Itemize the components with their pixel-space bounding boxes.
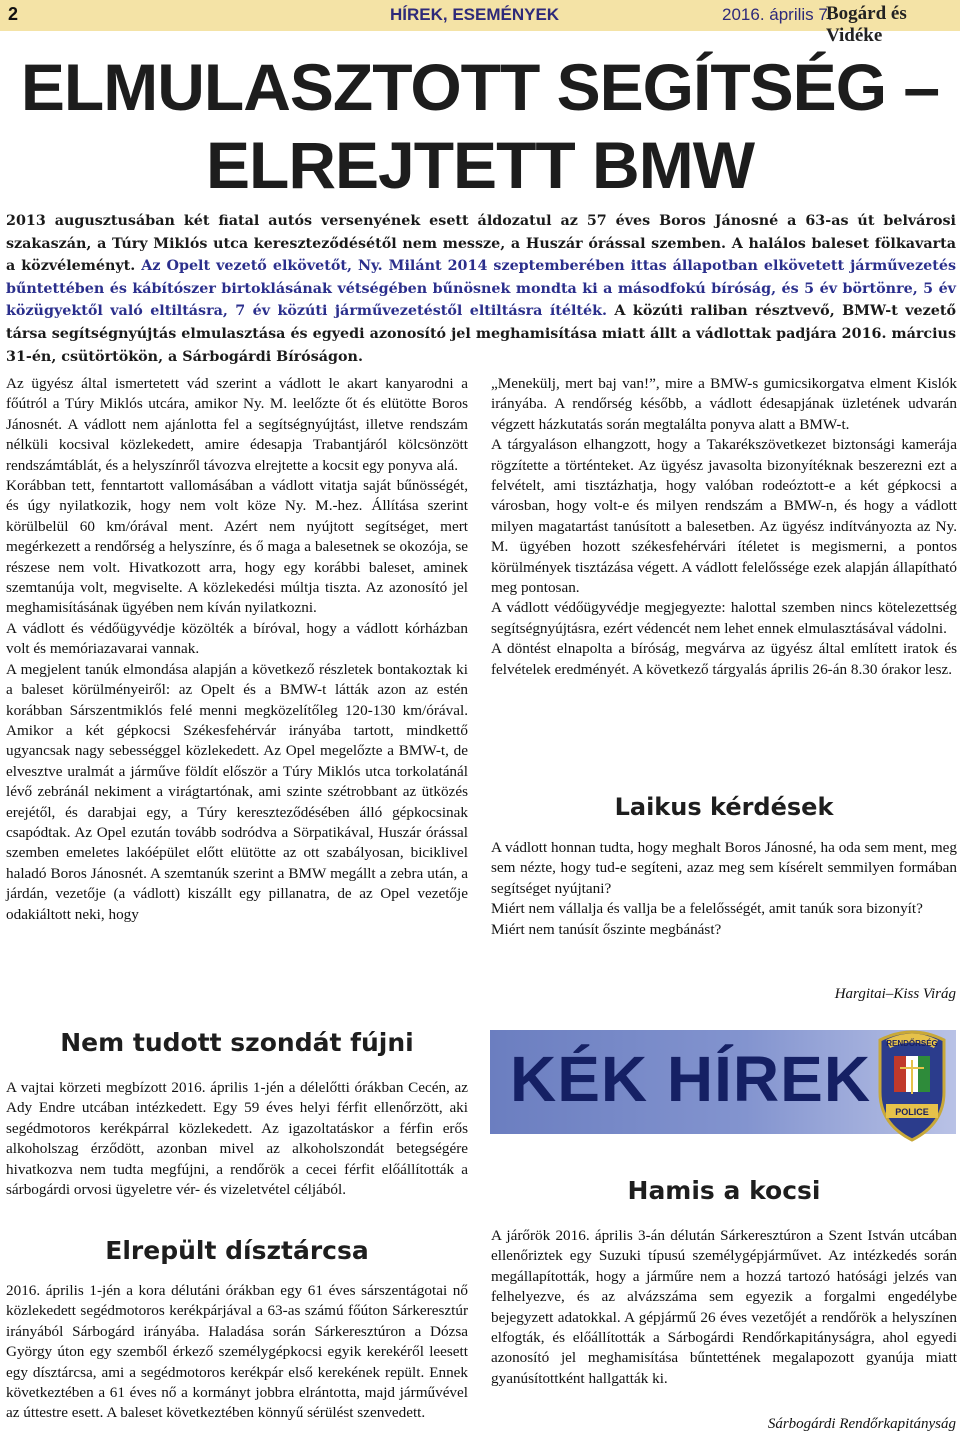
left-paragraph: Korábban tett, fenntartott vallomásában a vádlott vitatja saját bűnösségét, és úgy nyilatkozik, hogy nem volt köze Ny. M.-hez. Állítása szerint körülbelül 60 km/órával ment. Azért nem nyújtott segítséget, mert megérkezett a rendőrség a helyszínre, és ő maga a balesetnek se okozója, se részese nem volt. Hivatkozott arra, hogy egy korábbi baleset, aminek szemtanúja volt, megviselte. A közlekedési múltja tiszta. Az azonosító jel meghamisításának ügyében nem kíván nyilatkozni. bbox=[6, 477, 468, 617]
box2-title: Elrepült dísztárcsa bbox=[105, 1236, 369, 1265]
left-column bbox=[6, 374, 468, 925]
page-number: 2 bbox=[8, 4, 19, 24]
subhead-laikus: Laikus kérdések bbox=[614, 793, 834, 821]
right-column bbox=[491, 374, 957, 680]
issue-date: 2016. április 7. bbox=[722, 5, 833, 24]
question: Miért nem tanúsít őszinte megbánást? bbox=[491, 920, 722, 938]
badge-top-text: RENDŐRSÉG bbox=[886, 1039, 938, 1048]
newspaper-brand: Bogárd és Vidéke bbox=[826, 3, 907, 46]
box2-text: 2016. április 1-jén a kora délutáni órákban egy 61 éves sárszentágotai nő közlekedett segédmotoros kerékpárjával a 63-as számú főúton Sárkeresztúr irányából Sárbogárd irányába. Haladása során Sárkeresztúron a Dózsa György úton egy szemből érkező személygépkocsi egyik kerekéről leesett egy dísztárcsa, ami a segédmotoros kerékpár első kerekének repült. Ennek következtében a 61 éves nő a kormányt jobbra elrántotta, majd járművével az úttestre esett. A baleset következtében könnyű sérülést szenvedett. bbox=[6, 1282, 468, 1422]
police-badge-icon bbox=[872, 1020, 952, 1144]
question: Miért nem vállalja és vallja be a felelősségét, amit tanúk sora bizonyít? bbox=[491, 900, 923, 918]
police-signature: Sárbogárdi Rendőrkapitányság bbox=[767, 1416, 956, 1432]
lead-part-1: 2013 augusztusában két fiatal autós versenyének esett áldozatul az 57 éves Boros Jánosné a 63-as út belvárosi szakaszán, a Túry Miklós utca kereszteződésétől nem messze, a Huszár órással szemben. A halálos baleset fölkavarta a közvéleményt. bbox=[6, 213, 956, 275]
left-paragraph: A megjelent tanúk elmondása alapján a következő részletek bontakoztak ki a baleset körülményeiről: az Opelt és a BMW-t látták azon az estén korábban Sárszentmiklós felé menni megközelítőleg 120-130 km/órával. Amikor a két gépkocsi Székesfehérvár irányába tartott, mindkettő ugyancsak nagy sebességgel közlekedett. Az Opel megelőzte a BMW-t, de elvesztve uralmát a járműve földít először a Túry Miklós utca torkolatánál lévő zebránál nekiment a virágtartónak, ami szinte szétrobbant az ütközés erejétől, és darabjai egy, a Túry kereszteződésében álló gépkocsinak csapódtak. Az Opel ezután tovább sodródva a Sörpatikával, Huszár órással szemben emeletes lakóépület előtt elütötte az ott szabályosan, biciklivel haladó Boros Jánosnét. A szemtanúk szerint a BMW megállt a zebra után, a járdán, vezetője (a vádlott) kiszállt egy pillanatra, de az Opel vezetője odakiáltott neki, hogy bbox=[6, 660, 468, 923]
box3-title: Hamis a kocsi bbox=[627, 1176, 821, 1205]
article-lead bbox=[6, 210, 956, 368]
right-paragraph: A döntést elnapolta a bíróság, megvárva az ügyész által említett iratok és felvételek eredményét. A következő tárgyalás április 26-án 8.30 órakor lesz. bbox=[491, 640, 957, 678]
left-paragraph: Az ügyész által ismertetett vád szerint a vádlott le akart kanyarodni a főútról a Túry Miklós utcára, amikor Ny. M. leelőzte őt és elütötte Boros Jánosnét. A vádlott nem ajánlotta fel a segítségnyújtást, illetve rendszám nélküli kocsival közlekedett, amire édesapja Trabantjáról kölcsönzött rendszámtáblát, és a helyszínről távozva elrejtette a kocsit egy ponyva alá. bbox=[6, 375, 468, 474]
right-paragraph: A vádlott védőügyvédje megjegyezte: halottal szemben nincs kötelezettség segítségnyújtásra, ezért védencét nem lehet ennek elmulasztásával vádolni. bbox=[491, 599, 957, 637]
left-paragraph: A vádlott és védőügyvédje közölték a bíróval, hogy a vádlott kórházban volt és memóriazavarai vannak. bbox=[6, 619, 468, 658]
box1-text: A vajtai körzeti megbízott 2016. április 1-jén a délelőtti órákban Cecén, az Ady Endre utcában intézkedett. Egy 59 éves helyi férfit ellenőrzött, aki segédmotoros kerékpárral közlekedett. Az igazoltatáskor a férfin erős alkoholszag érződött, azonban mivel az alkoholszondát betegségére hivatkozva nem tudta megfújni, a rendőrök a cecei férfit előállították a sárbogárdi orvosi ügyeletre vér- és vizeletvétel céljából. bbox=[6, 1079, 468, 1199]
questions-block bbox=[491, 838, 957, 940]
badge-bottom-text: POLICE bbox=[895, 1107, 929, 1117]
section-title: HÍREK, ESEMÉNYEK bbox=[390, 5, 560, 24]
right-paragraph: „Menekülj, mert baj van!”, mire a BMW-s gumicsikorgatva elment Kislók irányába. A rendőrség később, a vádlott édesapjának üzletének udvarán végzett házkutatás során megtalálta ponyva alatt a BMW-t. bbox=[491, 375, 957, 433]
lead-part-3: A közúti raliban résztvevő, BMW-t vezető társa segítségnyújtás elmulasztása és egyedi azonosító jel meghamisítása miatt állt a vádlottak padjára 2016. március 31-én, csütörtökön, a Sárbogárdi Bíróságon. bbox=[6, 303, 956, 365]
box1-title: Nem tudott szondát fújni bbox=[60, 1028, 414, 1057]
article-headline bbox=[0, 48, 960, 204]
headline-line-2: ELREJTETT BMW bbox=[206, 128, 754, 202]
question: A vádlott honnan tudta, hogy meghalt Boros Jánosné, ha oda sem ment, meg sem nézte, hogy tud-e segíteni, azaz meg sem kísérelt semmilyen formában segítséget nyújtani? bbox=[491, 839, 957, 897]
page-header bbox=[0, 0, 960, 46]
box3-text: A járőrök 2016. április 3-án délután Sárkeresztúron a Szent István utcában ellenőriztek egy Suzuki típusú személygépjárművet. Az intézkedés során megállapították, hogy a járműre nem a hozzá tartozó hatósági jelzés van felhelyezve, és az alvázszáma sem egyezik a forgalmi engedélybe bejegyzett adatokkal. A gépjármű 26 éves vezetőjét a rendőrök a helyszínen elfogták, és előállították a Sárbogárdi Rendőrkapitányságra, ahol egyedi azonosító jel meghamisítása bűntettének megalapozott gyanúja miatt gyanúsítottként hallgatták ki. bbox=[491, 1227, 957, 1387]
author-signature: Hargitai–Kiss Virág bbox=[834, 986, 956, 1002]
headline-line-1: ELMULASZTOTT SEGÍTSÉG – bbox=[20, 50, 940, 124]
right-paragraph: A tárgyaláson elhangzott, hogy a Takarékszövetkezet biztonsági kamerája rögzítette a történteket. Az ügyész javasolta bizonyítéknak beszerezni ezt a felvételt, ami tisztázhatja, hogy valóban rodeóztott-e a két gépkocsi a városban, hogy volt-e és milyen rendszám a BMW-n, és hogy a vádlott milyen magatartást tanúsított a balesetben. Az ügyész indítványozta az Ny. M. ügyében hozott székesfehérvári ítéletet is megismerni, a pontos körülmények tisztázása végett. A vádlott felelőssége ezek alapján állapítható meg pontosan. bbox=[491, 436, 957, 597]
kek-hirek-title: KÉK HÍREK bbox=[510, 1043, 872, 1115]
lead-part-2: Az Opelt vezető elkövetőt, Ny. Milánt 2014 szeptemberében ittas állapotban elkövetett járművezetés bűntettében és kábítószer birtoklásának vétségében bűnösnek mondta ki a másodfokú bíróság, és 5 év börtönre, 5 év közügyektől való eltiltásra, 7 év közúti járművezetéstől eltiltásra ítélték. bbox=[6, 258, 956, 320]
